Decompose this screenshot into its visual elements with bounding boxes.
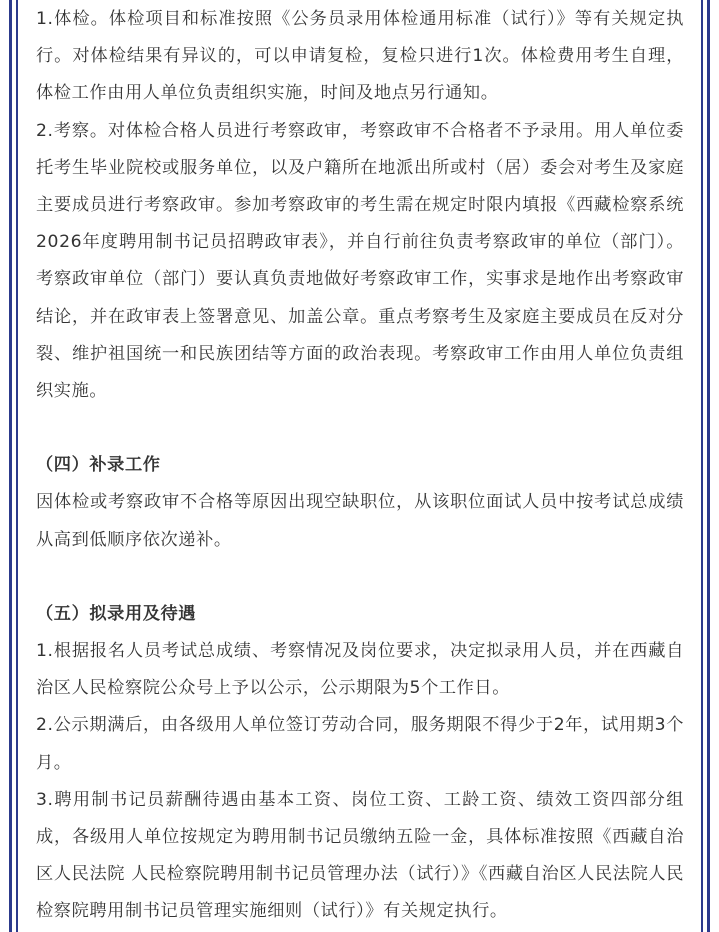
hiring-item-contract: 2.公示期满后，由各级用人单位签订劳动合同，服务期限不得少于2年，试用期3个月。	[36, 715, 684, 773]
hiring-item-publicity: 1.根据报名人员考试总成绩、考察情况及岗位要求，决定拟录用人员，并在西藏自治区人民检察院公众号上予以公示，公示期限为5个工作日。	[36, 641, 684, 699]
section-spacer	[36, 559, 684, 596]
section-spacer	[36, 410, 684, 447]
hiring-item-salary: 3.聘用制书记员薪酬待遇由基本工资、岗位工资、工龄工资、绩效工资四部分组成，各级用人单位按规定为聘用制书记员缴纳五险一金，具体标准按照《西藏自治区人民法院 人民检察院聘用制书记员管理办法（试行）》《西藏自治区人民法院人民检察院聘用制书记员管理实施细则（试行）》有关规定执行。	[36, 789, 684, 922]
right-border-inner	[701, 0, 703, 932]
exam-item-medical: 1.体检。体检项目和标准按照《公务员录用体检通用标准（试行）》等有关规定执行。对体检结果有异议的，可以申请复检，复检只进行1次。体检费用考生自理，体检工作由用人单位负责组织实施，时间及地点另行通知。	[36, 9, 684, 104]
supplement-heading: （四）补录工作	[36, 455, 161, 476]
supplement-body: 因体检或考察政审不合格等原因出现空缺职位，从该职位面试人员中按考试总成绩从高到低顺序依次递补。	[36, 492, 684, 550]
hiring-heading: （五）拟录用及待遇	[36, 603, 197, 624]
article-body	[36, 0, 684, 931]
left-border-inner	[16, 0, 18, 932]
right-border-outer	[707, 0, 710, 932]
left-border-outer	[9, 0, 12, 932]
exam-item-review: 2.考察。对体检合格人员进行考察政审，考察政审不合格者不予录用。用人单位委托考生毕业院校或服务单位，以及户籍所在地派出所或村（居）委会对考生及家庭主要成员进行考察政审。参加考察政审的考生需在规定时限内填报《西藏检察系统2026年度聘用制书记员招聘政审表》，并自行前往负责考察政审的单位（部门）。考察政审单位（部门）要认真负责地做好考察政审工作，实事求是地作出考察政审结论，并在政审表上签署意见、加盖公章。重点考察考生及家庭主要成员在反对分裂、维护祖国统一和民族团结等方面的政治表现。考察政审工作由用人单位负责组织实施。	[36, 120, 684, 402]
